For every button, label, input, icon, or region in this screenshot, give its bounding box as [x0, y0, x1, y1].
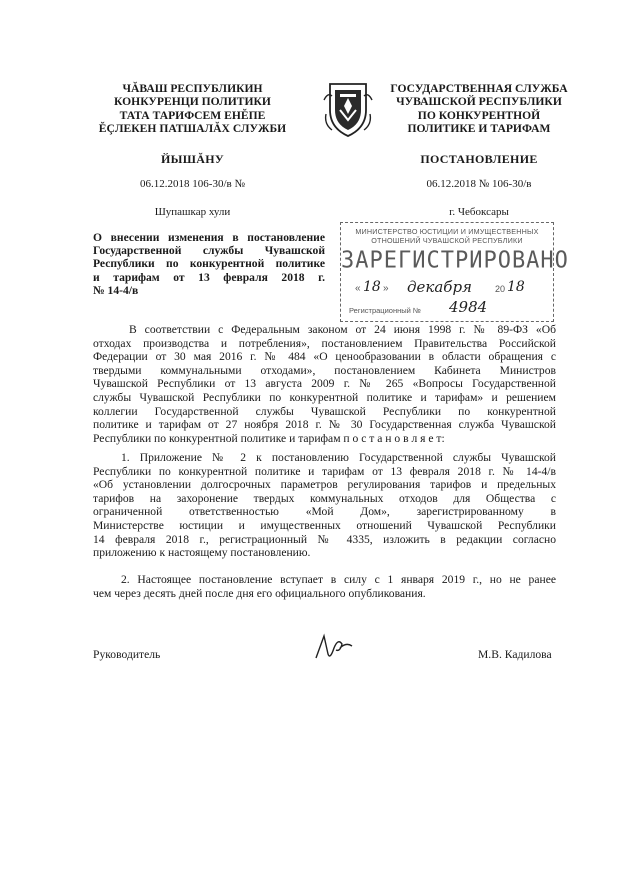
registration-stamp	[340, 222, 569, 322]
stamp-org-line: ОТНОШЕНИЙ ЧУВАШСКОЙ РЕСПУБЛИКИ	[371, 236, 523, 245]
body-paragraph-3	[93, 573, 556, 600]
right-org-line: ГОСУДАРСТВЕННАЯ СЛУЖБА	[390, 82, 568, 95]
stamp-reg	[349, 298, 545, 317]
paragraph-line: В соответствии с Федеральным законом от 24 июня 1998 г. № 89-ФЗ «Об	[129, 323, 556, 336]
stamp-reg-label: Регистрационный №	[349, 306, 421, 315]
document-subject	[93, 231, 325, 297]
chuvash-coat-of-arms-icon	[322, 80, 374, 140]
left-org-line: ĔÇЛЕКЕН ПАТШАЛĂХ СЛУЖБИ	[98, 122, 287, 136]
paragraph-line: Республики по конкурентной политике и тарифам от 13 февраля 2018 г. № 14-4/в	[93, 464, 556, 478]
subject-line: Республики по конкурентной политике	[93, 257, 325, 271]
signatory-position: Руководитель	[93, 648, 161, 661]
stamp-year-suffix: 18	[507, 279, 525, 295]
paragraph-line: политике и тарифам от 27 ноября 2018 г. № 30 Государственная служба Чувашской	[93, 418, 556, 432]
subject-line: № 14-4/в	[93, 283, 139, 297]
left-org-line: КОНКУРЕНЦИ ПОЛИТИКИ	[114, 95, 271, 109]
body-paragraph-1	[93, 323, 556, 445]
paragraph-line: ограниченной ответственностью «Мой Дом», зарегистрированному в	[93, 505, 556, 519]
left-org-line: ТАТА ТАРИФСЕМ ЕНĔПЕ	[119, 108, 266, 122]
stamp-day: 18	[363, 279, 381, 295]
handwritten-signature	[310, 630, 356, 664]
stamp-month: декабря	[407, 278, 472, 296]
paragraph-line: службы Чувашской Республики по конкурентной политике и тарифам» и решением	[93, 390, 556, 404]
left-doc-type: ЙЫШĂНУ	[161, 152, 224, 166]
left-org-name	[80, 82, 305, 136]
stamp-reg-number: 4984	[449, 298, 488, 316]
right-org-line: ПО КОНКУРЕНТНОЙ	[417, 108, 541, 122]
signatory-name: М.В. Кадилова	[478, 648, 552, 661]
right-org-name	[388, 82, 570, 136]
right-doc-type: ПОСТАНОВЛЕНИЕ	[420, 152, 538, 166]
subject-line: Государственной службы Чувашской	[93, 244, 325, 258]
paragraph-line: 14 февраля 2018 г., регистрационный № 4335, изложить в редакции согласно	[93, 532, 556, 546]
left-org-line: ЧĂВАШ РЕСПУБЛИКИН	[122, 82, 263, 95]
right-date-number: 06.12.2018 № 106-30/в	[426, 178, 532, 190]
paragraph-line: Республики по конкурентной политике и тарифам п о с т а н о в л я е т:	[93, 431, 445, 445]
paragraph-line: чем через десять дней после дня его официального опубликования.	[93, 586, 426, 600]
paragraph-line: Министерстве юстиции и имущественных отношений Чувашской Республики	[93, 518, 556, 532]
stamp-status: ЗАРЕГИСТРИРОВАНО	[341, 247, 569, 274]
paragraph-line: приложению к настоящему постановлению.	[93, 546, 311, 560]
subject-line: О внесении изменения в постановление	[93, 231, 325, 244]
stamp-year-prefix: 20	[495, 284, 506, 294]
paragraph-line: отходах производства и потребления», постановлением Правительства Российской	[93, 336, 556, 350]
right-city: г. Чебоксары	[449, 206, 509, 218]
paragraph-line: Чувашской Республики от 13 августа 2009 г. № 265 «Вопросы Государственной	[93, 377, 556, 391]
paragraph-line: коллегии Государственной службы Чувашской Республики по конкурентной	[93, 404, 556, 418]
paragraph-line: тарифов на захоронение твердых коммунальных отходов для Общества с	[93, 491, 556, 505]
subject-line: и тарифам от 13 февраля 2018 г.	[93, 270, 325, 284]
paragraph-line: 1. Приложение № 2 к постановлению Государственной службы Чувашской	[121, 451, 556, 464]
left-date-number: 06.12.2018 106-30/в №	[140, 178, 245, 190]
paragraph-line: 2. Настоящее постановление вступает в силу с 1 января 2019 г., но не ранее	[121, 573, 556, 586]
right-org-line: ПОЛИТИКЕ И ТАРИФАМ	[407, 122, 551, 136]
paragraph-line: «Об установлении долгосрочных параметров регулирования тарифов и предельных	[93, 478, 556, 492]
body-paragraph-2	[93, 451, 556, 560]
paragraph-line: твердыми коммунальными отходами», постановлением Кабинета Министров	[93, 363, 556, 377]
stamp-org-line: МИНИСТЕРСТВО ЮСТИЦИИ И ИМУЩЕСТВЕННЫХ	[355, 227, 539, 236]
paragraph-line: Федерации от 30 мая 2016 г. № 484 «О ценообразовании в области обращения с	[93, 350, 556, 364]
right-org-line: ЧУВАШСКОЙ РЕСПУБЛИКИ	[396, 95, 562, 109]
left-city: Шупашкар хули	[154, 206, 231, 218]
stamp-date: « 18 » декабря 20 18	[355, 278, 525, 296]
